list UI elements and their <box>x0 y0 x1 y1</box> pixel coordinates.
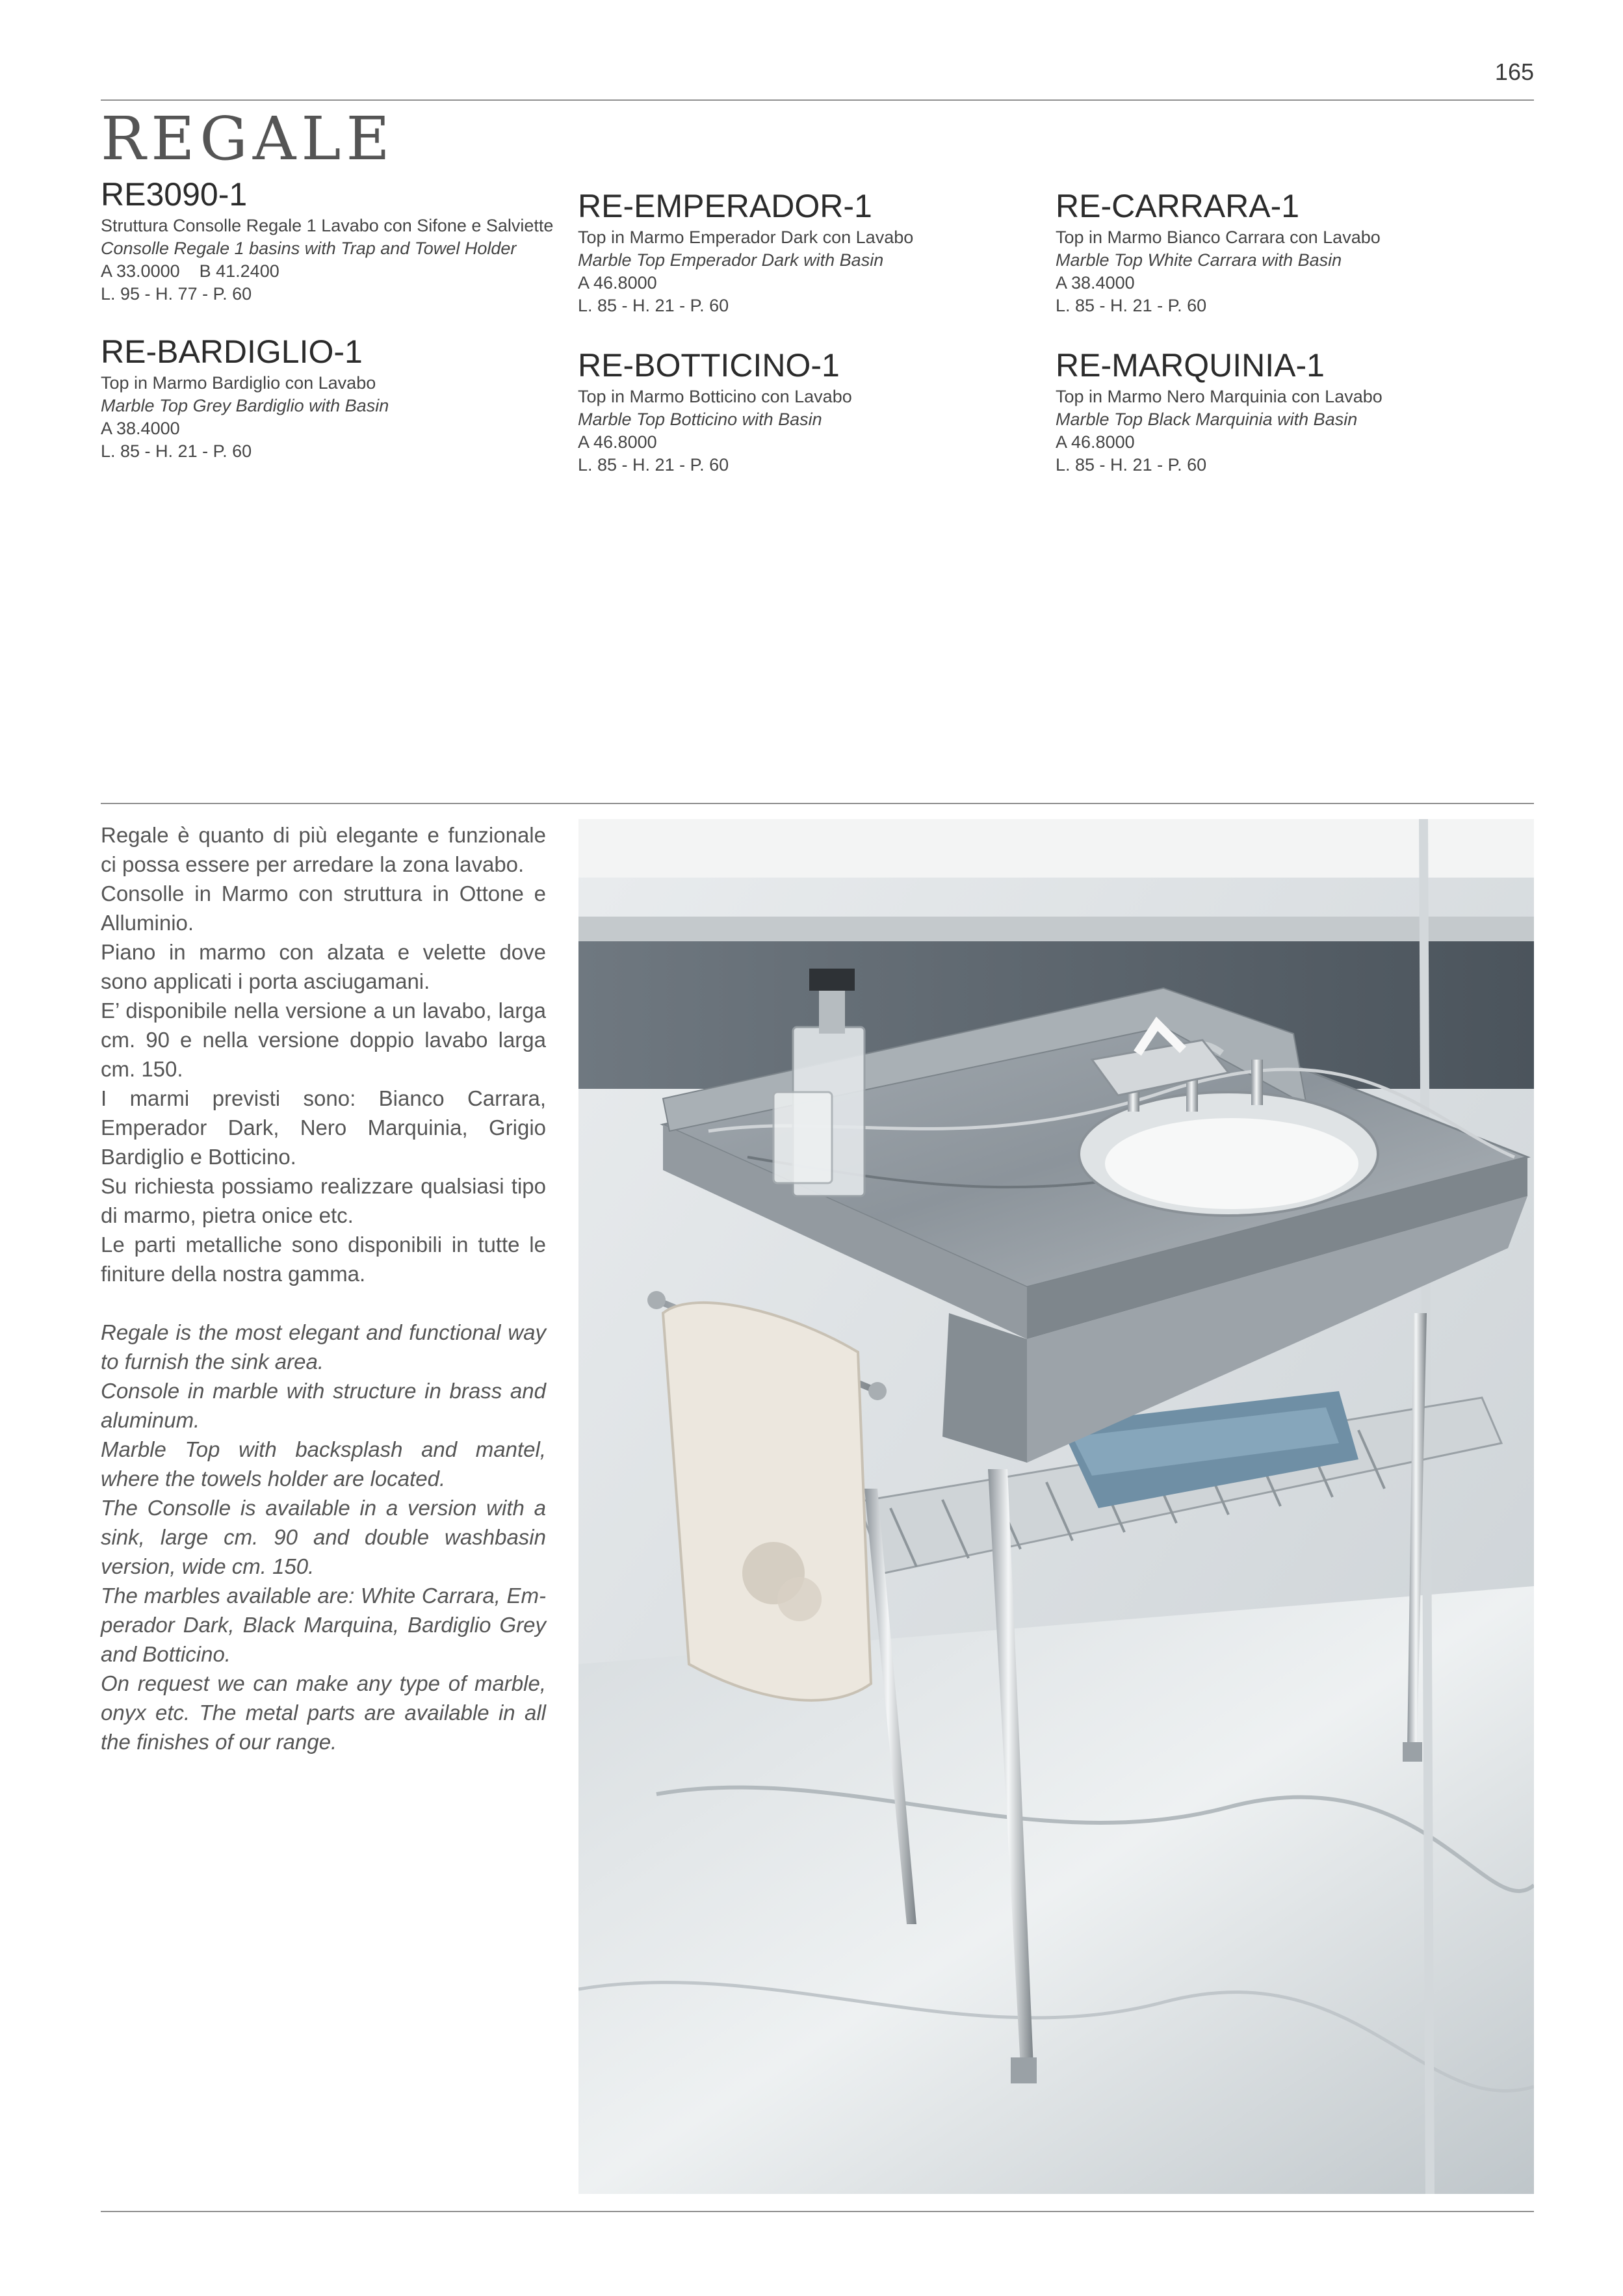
description-en-paragraph: The marbles available are: White Carrara, Em-perador Dark, Black Marquina, Bardiglio Grey and Botticino. <box>101 1584 546 1666</box>
description-it-paragraph: Piano in marmo con alzata e velette dove sono applicati i porta asciugamani. <box>101 940 546 993</box>
product-dimensions: L. 85 - H. 21 - P. 60 <box>1056 296 1207 315</box>
product-dimensions: L. 85 - H. 21 - P. 60 <box>1056 455 1207 475</box>
footer-rule <box>101 2211 1534 2212</box>
product-code: RE-CARRARA-1 <box>1056 188 1300 224</box>
product-desc-it: Top in Marmo Botticino con Lavabo <box>578 387 852 406</box>
description-en-paragraph: On request we can make any type of marble, onyx etc. The metal parts are available in all the finishes of our range. <box>101 1671 546 1754</box>
product-desc-en: Marble Top Grey Bardiglio with Basin <box>101 396 389 415</box>
product-desc-en: Marble Top Black Marquinia with Basin <box>1056 410 1358 429</box>
product-code: RE-BOTTICINO-1 <box>578 347 840 384</box>
description-en-paragraph: Regale is the most elegant and functional way to furnish the sink area. <box>101 1320 546 1374</box>
product-re-botticino-1 <box>578 346 1033 476</box>
product-price: A 38.4000 <box>1056 273 1135 293</box>
description-en-paragraph: Console in marble with structure in brass and aluminum. <box>101 1379 546 1432</box>
product-desc-it: Top in Marmo Bardiglio con Lavabo <box>101 373 376 393</box>
product-desc-it: Top in Marmo Nero Marquinia con Lavabo <box>1056 387 1383 406</box>
description-it-paragraph: E’ disponibile nella versione a un lavabo, larga cm. 90 e nella versione doppio lavabo larga cm. 150. <box>101 998 546 1081</box>
product-desc-en: Marble Top White Carrara with Basin <box>1056 250 1342 270</box>
description-it-paragraph: Regale è quanto di più elegante e funzionale ci possa essere per arredare la zona lavabo. <box>101 823 546 876</box>
product-price: A 46.8000 <box>578 273 657 293</box>
product-re-marquinia-1 <box>1056 346 1511 476</box>
product-dimensions: L. 85 - H. 21 - P. 60 <box>578 296 729 315</box>
product-desc-it: Top in Marmo Bianco Carrara con Lavabo <box>1056 228 1381 247</box>
description-en-paragraph: Marble Top with backsplash and mantel, where the towels holder are located. <box>101 1437 546 1491</box>
product-code: RE-EMPERADOR-1 <box>578 188 872 224</box>
product-re-carrara-1 <box>1056 187 1511 317</box>
product-code: RE-MARQUINIA-1 <box>1056 347 1325 384</box>
product-price: A 38.4000 <box>101 419 180 438</box>
product-code: RE3090-1 <box>101 176 248 213</box>
product-dimensions: L. 85 - H. 21 - P. 60 <box>101 441 252 461</box>
product-desc-en: Consolle Regale 1 basins with Trap and Towel Holder <box>101 239 517 258</box>
collection-title: REGALE <box>101 104 395 174</box>
product-price: A 46.8000 <box>1056 432 1135 452</box>
product-desc-it: Top in Marmo Emperador Dark con Lavabo <box>578 228 914 247</box>
product-price: A 33.0000 B 41.2400 <box>101 261 279 281</box>
description-it-paragraph: Su richiesta possiamo realizzare qualsiasi tipo di marmo, pietra onice etc. <box>101 1174 546 1227</box>
product-re3090-1 <box>101 176 556 306</box>
page-number: 165 <box>1494 59 1534 85</box>
product-price: A 46.8000 <box>578 432 657 452</box>
section-rule <box>101 803 1534 804</box>
paragraph-spacer <box>101 1288 546 1318</box>
product-desc-en: Marble Top Emperador Dark with Basin <box>578 250 884 270</box>
product-dimensions: L. 85 - H. 21 - P. 60 <box>578 455 729 475</box>
description-it-paragraph: Le parti metalliche sono disponibili in tutte le finiture della nostra gamma. <box>101 1233 546 1286</box>
product-re-bardiglio-1 <box>101 333 556 463</box>
header-rule <box>101 99 1534 101</box>
description-en-paragraph: The Consolle is available in a version with a sink, large cm. 90 and double washbasin version, wide cm. 150. <box>101 1496 546 1578</box>
product-code: RE-BARDIGLIO-1 <box>101 333 363 370</box>
description-it-paragraph: Consolle in Marmo con struttura in Ottone e Alluminio. <box>101 881 546 935</box>
product-re-emperador-1 <box>578 187 1033 317</box>
product-dimensions: L. 95 - H. 77 - P. 60 <box>101 284 252 304</box>
description-it-paragraph: I marmi previsti sono: Bianco Carrara, Emperador Dark, Nero Marquinia, Grigio Bardiglio e Botticino. <box>101 1086 546 1169</box>
product-photo <box>578 819 1534 2194</box>
description <box>101 820 546 1756</box>
product-desc-en: Marble Top Botticino with Basin <box>578 410 822 429</box>
product-desc-it: Struttura Consolle Regale 1 Lavabo con Sifone e Salviette <box>101 216 554 235</box>
